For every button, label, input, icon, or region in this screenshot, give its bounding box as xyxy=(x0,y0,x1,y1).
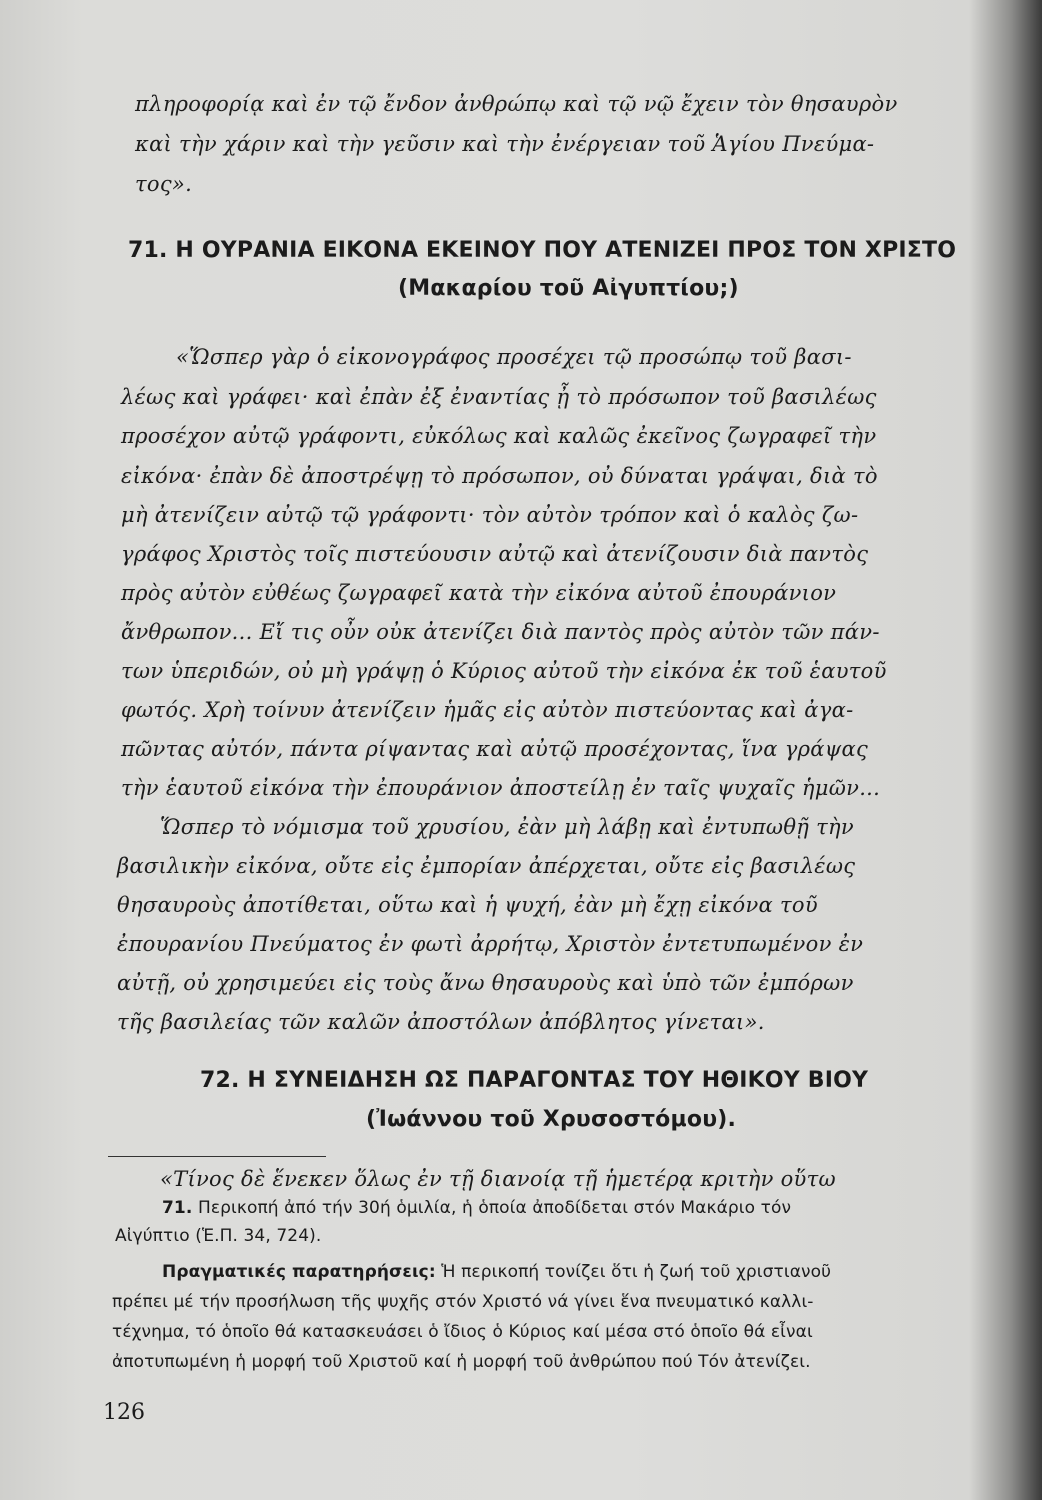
footnote-text: Περικοπή ἀπό τήν 30ή ὁμιλία, ἡ ὁποία ἀποδίδεται στόν Μακάριο τόν xyxy=(197,1198,792,1218)
body-line: εἰκόνα· ἐπὰν δὲ ἀποστρέψῃ τὸ πρόσωπον, οὐ δύναται γράψαι, διὰ τὸ xyxy=(121,464,878,488)
body-line: των ὑπεριδών, οὐ μὴ γράψῃ ὁ Κύριος αὐτοῦ τὴν εἰκόνα ἐκ τοῦ ἑαυτοῦ xyxy=(121,659,887,683)
intro-line: πληροφορίᾳ καὶ ἐν τῷ ἔνδον ἀνθρώπῳ καὶ τῷ νῷ ἔχειν τὸν θησαυρὸν xyxy=(135,92,898,116)
body-line: Ὥσπερ τὸ νόμισμα τοῦ χρυσίου, ἐὰν μὴ λάβῃ καὶ ἐντυπωθῇ τὴν xyxy=(160,815,855,839)
footnote-line xyxy=(162,1262,831,1282)
footnote-line: Αἰγύπτιο (Ἑ.Π. 34, 724). xyxy=(115,1226,322,1246)
footnote-line: ἀποτυπωμένη ἡ μορφή τοῦ Χριστοῦ καί ἡ μορφή τοῦ ἀνθρώπου πού Τόν ἀτενίζει. xyxy=(112,1352,811,1372)
body-line: προσέχον αὐτῷ γράφοντι, εὐκόλως καὶ καλῶς ἐκεῖνος ζωγραφεῖ τὴν xyxy=(121,424,877,448)
footnote-line xyxy=(162,1198,791,1218)
body-line: «Ὥσπερ γὰρ ὁ εἰκονογράφος προσέχει τῷ προσώπῳ τοῦ βασι- xyxy=(176,345,852,369)
section-71-subtitle: (Μακαρίου τοῦ Αἰγυπτίου;) xyxy=(398,276,739,301)
body-line: πῶντας αὐτόν, πάντα ρίψαντας καὶ αὐτῷ προσέχοντας, ἵνα γράψας xyxy=(121,737,869,761)
body-line: ἐπουρανίου Πνεύματος ἐν φωτὶ ἀρρήτῳ, Χριστὸν ἐντετυπωμένον ἐν xyxy=(117,932,864,956)
section-72-title: 72. Η ΣΥΝΕΙΔΗΣΗ ΩΣ ΠΑΡΑΓΟΝΤΑΣ ΤΟΥ ΗΘΙΚΟΥ ΒΙΟΥ xyxy=(200,1068,869,1093)
footnote-line: τέχνημα, τό ὁποῖο θά κατασκευάσει ὁ ἴδιος ὁ Κύριος καί μέσα στό ὁποῖο θά εἶναι xyxy=(112,1322,813,1342)
intro-line: τος». xyxy=(135,172,193,196)
body-line: τῆς βασιλείας τῶν καλῶν ἀποστόλων ἀπόβλητος γίνεται». xyxy=(117,1010,765,1034)
body-line: «Τίνος δὲ ἕνεκεν ὅλως ἐν τῇ διανοίᾳ τῇ ἡμετέρᾳ κριτὴν οὕτω xyxy=(160,1167,836,1191)
body-line: λέως καὶ γράφει· καὶ ἐπὰν ἐξ ἐναντίας ᾖ τὸ πρόσωπον τοῦ βασιλέως xyxy=(121,385,877,409)
body-line: θησαυροὺς ἀποτίθεται, οὕτω καὶ ἡ ψυχή, ἐὰν μὴ ἔχῃ εἰκόνα τοῦ xyxy=(117,893,818,917)
footnote-rule xyxy=(108,1156,326,1157)
body-line: μὴ ἀτενίζειν αὐτῷ τῷ γράφοντι· τὸν αὐτὸν τρόπον καὶ ὁ καλὸς ζω- xyxy=(121,503,859,527)
footnote-text: Ἡ περικοπή τονίζει ὅτι ἡ ζωή τοῦ χριστιανοῦ xyxy=(441,1262,832,1282)
body-line: βασιλικὴν εἰκόνα, οὔτε εἰς ἐμπορίαν ἀπέρχεται, οὔτε εἰς βασιλέως xyxy=(117,854,856,878)
section-71-title: 71. Η ΟΥΡΑΝΙΑ ΕΙΚΟΝΑ ΕΚΕΙΝΟΥ ΠΟΥ ΑΤΕΝΙΖΕΙ ΠΡΟΣ ΤΟΝ ΧΡΙΣΤΟ xyxy=(128,238,957,263)
footnote-number: 71. xyxy=(162,1198,193,1218)
body-line: πρὸς αὐτὸν εὐθέως ζωγραφεῖ κατὰ τὴν εἰκόνα αὐτοῦ ἐπουράνιον xyxy=(121,581,837,605)
footnote-line: πρέπει μέ τήν προσήλωση τῆς ψυχῆς στόν Χριστό νά γίνει ἕνα πνευματικό καλλι- xyxy=(112,1292,814,1312)
body-line: τὴν ἑαυτοῦ εἰκόνα τὴν ἐπουράνιον ἀποστείλῃ ἐν ταῖς ψυχαῖς ἡμῶν... xyxy=(121,776,881,800)
section-72-subtitle: (Ἰωάννου τοῦ Χρυσοστόμου). xyxy=(366,1107,737,1132)
page-number: 126 xyxy=(103,1400,145,1425)
body-line: ἄνθρωπον... Εἴ τις οὖν οὐκ ἀτενίζει διὰ παντὸς πρὸς αὐτὸν τῶν πάν- xyxy=(121,620,880,644)
footnote-label: Πραγματικές παρατηρήσεις: xyxy=(162,1262,436,1282)
body-line: γράφος Χριστὸς τοῖς πιστεύουσιν αὐτῷ καὶ ἀτενίζουσιν διὰ παντὸς xyxy=(121,542,869,566)
body-line: αὐτῇ, οὐ χρησιμεύει εἰς τοὺς ἄνω θησαυροὺς καὶ ὑπὸ τῶν ἐμπόρων xyxy=(117,971,854,995)
intro-line: καὶ τὴν χάριν καὶ τὴν γεῦσιν καὶ τὴν ἐνέργειαν τοῦ Ἁγίου Πνεύμα- xyxy=(135,132,875,156)
body-line: φωτός. Χρὴ τοίνυν ἀτενίζειν ἡμᾶς εἰς αὐτὸν πιστεύοντας καὶ ἀγα- xyxy=(121,698,854,722)
